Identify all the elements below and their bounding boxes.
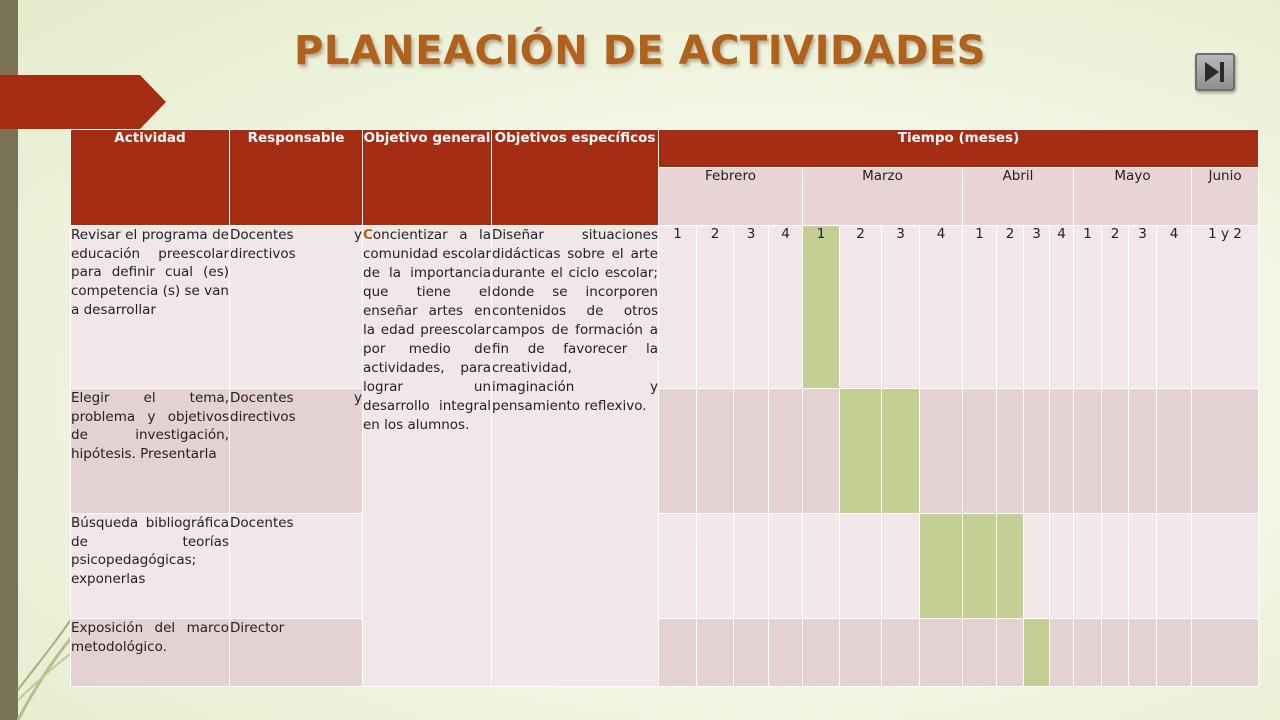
week-cell	[1102, 514, 1129, 619]
row-actividad: Búsqueda bibliográfica de teorías psicopedagógicas; exponerlas	[71, 514, 230, 619]
week-cell	[1192, 619, 1259, 687]
row-actividad: Revisar el programa de educación preescolar para definir cual (es) competencia (s) se van a desarrollar	[71, 226, 230, 389]
week-cell	[840, 619, 882, 687]
table-row	[71, 389, 1259, 514]
month-abril: Abril	[963, 168, 1074, 226]
week-label: 1 y 2	[1192, 226, 1259, 389]
week-cell	[769, 389, 803, 514]
week-cell	[659, 514, 697, 619]
objetivo-general-text: oncientizar a la comunidad escolar de la importancia que tiene el enseñar artes en la edad preescolar por medio de actividades, para lograr un desarrollo integral en los alumnos.	[363, 227, 491, 433]
week-label: 4	[920, 226, 963, 389]
row-responsable: Director	[230, 619, 363, 687]
week-label: 2	[997, 226, 1024, 389]
header-tiempo: Tiempo (meses)	[659, 130, 1259, 168]
week-label: 3	[734, 226, 769, 389]
week-cell	[1157, 619, 1192, 687]
month-febrero: Febrero	[659, 168, 803, 226]
week-cell	[840, 389, 882, 514]
week-cell	[1129, 619, 1157, 687]
week-label: 1	[659, 226, 697, 389]
week-cell	[920, 389, 963, 514]
month-junio: Junio	[1192, 168, 1259, 226]
week-cell	[659, 619, 697, 687]
table-row	[71, 226, 1259, 389]
month-marzo: Marzo	[803, 168, 963, 226]
header-objetivos-especificos: Objetivos específicos	[492, 130, 659, 226]
week-cell	[1074, 514, 1102, 619]
week-label: 1	[803, 226, 840, 389]
week-cell	[697, 389, 734, 514]
week-cell	[1157, 389, 1192, 514]
week-cell	[963, 619, 997, 687]
week-cell	[1157, 514, 1192, 619]
week-cell	[659, 389, 697, 514]
table-row	[71, 619, 1259, 687]
week-cell	[1024, 514, 1050, 619]
objetivo-general-cell	[363, 226, 492, 687]
objetivo-general-initial: C	[363, 227, 373, 243]
week-cell	[1050, 389, 1074, 514]
week-label: 3	[882, 226, 920, 389]
week-cell	[882, 514, 920, 619]
table-row	[71, 514, 1259, 619]
week-cell	[840, 514, 882, 619]
week-cell	[697, 619, 734, 687]
week-cell	[1129, 514, 1157, 619]
week-cell	[1102, 619, 1129, 687]
week-label: 4	[1050, 226, 1074, 389]
week-cell	[803, 619, 840, 687]
week-cell	[734, 514, 769, 619]
week-label: 2	[1102, 226, 1129, 389]
week-label: 1	[1074, 226, 1102, 389]
activities-table	[70, 129, 1259, 687]
week-cell	[1024, 619, 1050, 687]
header-row-top	[71, 130, 1259, 168]
objetivos-especificos-cell: Diseñar situaciones didácticas sobre el arte durante el ciclo escolar; donde se incorporen contenidos de otros campos de formación a fin de favorecer la creatividad, imaginación y pensamiento reflexivo.	[492, 226, 659, 687]
week-cell	[997, 619, 1024, 687]
week-cell	[920, 619, 963, 687]
row-responsable: Docentes y directivos	[230, 389, 363, 514]
page-title: PLANEACIÓN DE ACTIVIDADES	[294, 28, 986, 74]
week-label: 2	[697, 226, 734, 389]
week-cell	[734, 389, 769, 514]
week-cell	[1050, 619, 1074, 687]
week-cell	[963, 389, 997, 514]
row-actividad: Elegir el tema, problema y objetivos de investigación, hipótesis. Presentarla	[71, 389, 230, 514]
week-cell	[997, 514, 1024, 619]
week-cell	[920, 514, 963, 619]
week-label: 3	[1129, 226, 1157, 389]
week-label: 2	[840, 226, 882, 389]
skip-forward-icon	[1197, 55, 1233, 89]
month-mayo: Mayo	[1074, 168, 1192, 226]
table-body	[71, 130, 1259, 687]
week-cell	[963, 514, 997, 619]
week-cell	[734, 619, 769, 687]
title-arrow-shape	[0, 75, 166, 129]
week-cell	[1192, 389, 1259, 514]
week-cell	[1129, 389, 1157, 514]
week-cell	[769, 514, 803, 619]
week-cell	[803, 514, 840, 619]
week-cell	[997, 389, 1024, 514]
week-label: 1	[963, 226, 997, 389]
week-cell	[1024, 389, 1050, 514]
header-responsable: Responsable	[230, 130, 363, 226]
row-responsable: Docentes	[230, 514, 363, 619]
header-actividad: Actividad	[71, 130, 230, 226]
next-slide-button[interactable]	[1195, 53, 1235, 91]
row-responsable: Docentes y directivos	[230, 226, 363, 389]
week-cell	[769, 619, 803, 687]
week-cell	[803, 389, 840, 514]
week-cell	[1074, 389, 1102, 514]
week-cell	[1102, 389, 1129, 514]
week-cell	[1074, 619, 1102, 687]
week-cell	[1192, 514, 1259, 619]
week-label: 3	[1024, 226, 1050, 389]
row-actividad: Exposición del marco metodológico.	[71, 619, 230, 687]
week-cell	[882, 619, 920, 687]
header-objetivo-general: Objetivo general	[363, 130, 492, 226]
week-cell	[697, 514, 734, 619]
week-label: 4	[769, 226, 803, 389]
week-cell	[882, 389, 920, 514]
week-label: 4	[1157, 226, 1192, 389]
week-cell	[1050, 514, 1074, 619]
